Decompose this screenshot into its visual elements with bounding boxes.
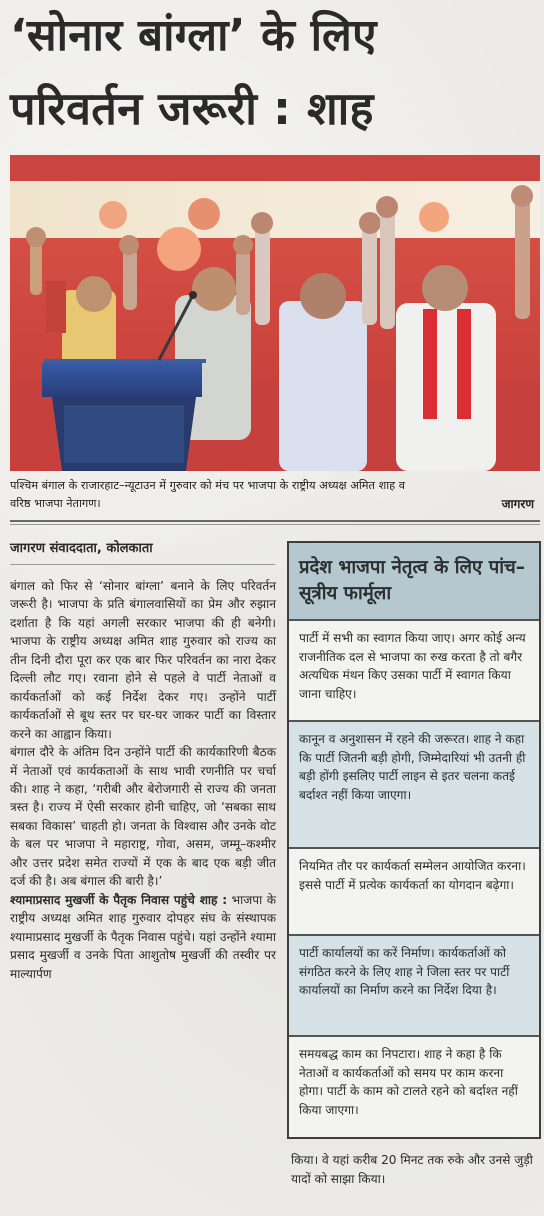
article-subparagraph: भाजपा के राष्ट्रीय अध्यक्ष अमित शाह गुरुवार दोपहर संघ के संस्थापक श्यामाप्रसाद मुखर्जी के पैतृक निवास पहुंचे। यहां उन्होंने श्यामा प्रसाद मुखर्जी व उनके पिता आशुतोष मुखर्जी की तस्वीर पर माल्यार्पण <box>10 892 276 981</box>
headline-line-1: ‘सोनार बांग्ला’ के लिए <box>10 10 377 61</box>
article-paragraph-1: बंगाल को फिर से ‘सोनार बांग्ला’ बनाने के लिए परिवर्तन जरूरी है। भाजपा के प्रति बंगालवासियों का प्रेम और रुझान दर्शाता है कि यहां अगली सरकार भाजपा की ही बनेगी। भाजपा के राष्ट्रीय अध्यक्ष अमित शाह गुरुवार को राज्य का तीन दिनी दौरा पूरा कर एक बार फिर परिवर्तन का नारा देकर दिल्ली लौट गए। रवाना होने से पहले वे पार्टी नेताओं व कार्यकर्ताओं को कई निर्देश देकर गए। उन्होंने पार्टी कार्यकर्ताओं से बूथ स्तर पर घर-घर जाकर पार्टी का विस्तार करने का आह्वान किया। <box>10 579 276 741</box>
photo-credit: जागरण <box>501 497 534 511</box>
sidebar-point-1 <box>289 619 539 720</box>
photo-overlay <box>10 155 540 471</box>
photo-caption <box>10 477 540 513</box>
section-rule <box>10 520 540 522</box>
rally-photo-illustration <box>10 155 540 471</box>
sidebar-point-1-head: पार्टी में सभी का स्वागत किया जाए। <box>299 631 455 645</box>
sidebar-point-2-head: कानून व अनुशासन में रहने की जरूरत। <box>299 732 470 746</box>
sidebar-point-3-head: नियमित तौर पर कार्यकर्ता सम्मेलन आयोजित करना। <box>299 859 526 873</box>
caption-line-1: पश्चिम बंगाल के राजारहाट–न्यूटाउन में गुरुवार को मंच पर भाजपा के राष्ट्रीय अध्यक्ष अमित शाह व <box>10 479 406 492</box>
article-subheading: श्यामाप्रसाद मुखर्जी के पैतृक निवास पहुंचे शाह : <box>10 892 228 907</box>
byline: जागरण संवाददाता, कोलकाता <box>10 541 153 556</box>
article-paragraph-2: बंगाल दौरे के अंतिम दिन उन्होंने पार्टी की कार्यकारिणी बैठक में नेताओं एवं कार्यकताओं के साथ भावी रणनीति पर चर्चा की। शाह ने कहा, ‘गरीबी और बेरोजगारी से राज्य की जनता त्रस्त है। राज्य में ऐसी सरकार होनी चाहिए, जो ‘सबका साथ सबका विकास’ चाहती हो। जनता के विश्वास और उनके वोट के बल पर भाजपा ने महाराष्ट्र, गोवा, असम, जम्मू–कश्मीर और उत्तर प्रदेश समेत राज्यों में एक के बाद एक बड़ी जीत दर्ज की है। अब बंगाल की बारी है।’ <box>10 745 276 889</box>
sidebar-point-4-head: पार्टी कार्यालयों का करें निर्माण। <box>299 946 435 960</box>
sidebar-point-4-body: कार्यकर्ताओं को संगठित करने के लिए शाह ने जिला स्तर पर पार्टी कार्यालयों का निर्माण करने का निर्देश दिया है। <box>299 946 510 998</box>
sidebar-point-3 <box>289 847 539 934</box>
section-rule-shadow <box>10 524 540 525</box>
sidebar-point-4 <box>289 934 539 1035</box>
sidebar-box <box>287 541 541 1139</box>
article-body <box>10 577 276 983</box>
caption-line-2: वरिष्ठ भाजपा नेतागण। <box>10 497 101 510</box>
sidebar-point-1-body: अगर कोई अन्य राजनीतिक दल से भाजपा का रुख करता है तो बगैर अत्यधिक मंथन किए उसका पार्टी में स्वागत किया जाना चाहिए। <box>299 631 526 702</box>
sidebar-title: प्रदेश भाजपा नेतृत्व के लिए पांच–सूत्रीय फार्मूला <box>289 543 539 619</box>
article-subsection <box>10 891 276 983</box>
sidebar-point-3-body: इससे पार्टी में प्रत्येक कार्यकर्ता का योगदान बढ़ेगा। <box>299 877 514 892</box>
sidebar-point-5-head: समयबद्ध काम का निपटारा। <box>299 1047 421 1061</box>
sidebar-point-5 <box>289 1035 539 1137</box>
sidebar-point-5-body: शाह ने कहा है कि नेताओं व कार्यकर्ताओं को समय पर काम करना होगा। पार्टी के काम को टालते रहने को बर्दाश्त नहीं किया जाएगा। <box>299 1047 518 1118</box>
byline-underline <box>10 564 275 565</box>
article-continuation: किया। वे यहां करीब 20 मिनट तक रुके और उनसे जुड़ी यादों को साझा किया। <box>291 1153 533 1186</box>
headline-line-2: परिवर्तन जरूरी : शाह <box>10 82 374 135</box>
news-photo <box>10 155 540 471</box>
sidebar-point-2-body: शाह ने कहा कि पार्टी जितनी बड़ी होगी, जिम्मेदारियां भी उतनी ही बड़ी होंगी इसलिए पार्टी लाइन से इतर चलना कतई बर्दाश्त नहीं किया जाएगा। <box>299 732 526 803</box>
sidebar-point-2 <box>289 720 539 847</box>
